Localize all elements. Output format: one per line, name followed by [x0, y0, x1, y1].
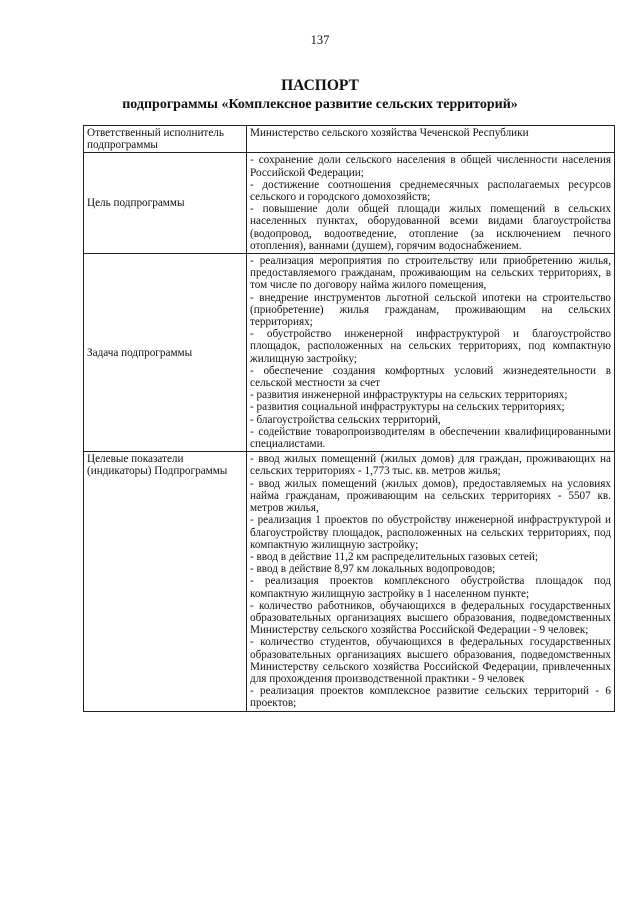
- list-item: - ввод в действие 11,2 км распределительных газовых сетей;: [250, 550, 538, 563]
- row-label-indicators: Целевые показатели (индикаторы) Подпрограммы: [84, 452, 247, 711]
- list-item: - ввод жилых помещений (жилых домов) для граждан, проживающих на сельских территориях - 1,773 тыс. кв. метров жилья;: [250, 453, 611, 478]
- list-item: - внедрение инструментов льготной сельской ипотеки на строительство (приобретение) жилья гражданам, проживающим на сельских территориях;: [250, 291, 611, 329]
- list-item: - благоустройства сельских территорий,: [250, 413, 441, 426]
- page-subtitle: подпрограммы «Комплексное развитие сельских территорий»: [122, 97, 518, 112]
- list-item: - реализация мероприятия по строительству или приобретению жилья, предоставляемого гражданам, проживающим на сельских территориях, в том числе по договору найма жилого помещения,: [250, 255, 611, 292]
- row-label-responsible: Ответственный исполнитель подпрограммы: [84, 126, 247, 153]
- passport-table: [83, 125, 615, 712]
- list-item: - достижение соотношения среднемесячных располагаемых ресурсов сельского и городского домохозяйств;: [250, 178, 611, 204]
- row-value-responsible: [247, 126, 615, 153]
- list-item: - сохранение доли сельского населения в общей численности населения Российской Федерации;: [250, 154, 611, 179]
- list-item: - ввод жилых помещений (жилых домов), предоставляемых на условиях найма гражданам, проживающим на сельских территориях - 5507 кв. метров жилья,: [250, 477, 611, 515]
- list-item: - обустройство инженерной инфраструктурой и благоустройство площадок, расположенных на сельских территориях, под компактную жилищную застройку;: [250, 328, 611, 365]
- list-item: - реализация 1 проектов по обустройству инженерной инфраструктурой и благоустройству площадок, расположенных на сельских территориях, под компактную жилищную застройку;: [250, 514, 611, 551]
- row-label-tasks: Задача подпрограммы: [84, 254, 247, 452]
- list-item: - количество студентов, обучающихся в федеральных государственных образовательных организациях высшего образования, подведомственных Министерству сельского хозяйства Российской Федерации, привлеченных для прохождения производственной практики - 9 человек: [250, 636, 611, 685]
- list-item: - реализация проектов комплексное развитие сельских территорий - 6 проектов;: [250, 685, 611, 710]
- list-item: - реализация проектов комплексного обустройства площадок под компактную жилищную застройку в 1 населенном пункте;: [250, 575, 611, 600]
- list-item: - количество работников, обучающихся в федеральных государственных образовательных организациях высшего образования, подведомственных Министерству сельского хозяйства Российской Федерации - 9 человек;: [250, 599, 611, 637]
- page-number: 137: [310, 33, 330, 47]
- table-row-responsible: [84, 126, 615, 153]
- list-item: - развития социальной инфраструктуры на сельских территориях;: [250, 401, 565, 414]
- table-row-indicators: [84, 452, 615, 711]
- list-item: - ввод в действие 8,97 км локальных водопроводов;: [250, 563, 496, 576]
- list-item: Министерство сельского хозяйства Чеченской Республики: [250, 127, 529, 139]
- list-item: - повышение доли общей площади жилых помещений в сельских населенных пунктах, оборудованной всеми видами благоустройства (водопровод, водоотведение, отопление (за исключением печного отопления), ваннами (душем), горячим водоснабжением.: [250, 203, 611, 252]
- table-row-goal: [84, 153, 615, 254]
- list-item: - содействие товаропроизводителям в обеспечении квалифицированными специалистами.: [250, 425, 611, 451]
- row-value-tasks: [247, 254, 615, 452]
- table-row-tasks: [84, 254, 615, 452]
- row-value-indicators: [247, 452, 615, 711]
- page-title: ПАСПОРТ: [281, 77, 359, 94]
- row-value-goal: [247, 153, 615, 254]
- list-item: - обеспечение создания комфортных условий жизнедеятельности в сельской местности за счет: [250, 364, 611, 390]
- list-item: - развития инженерной инфраструктуры на сельских территориях;: [250, 389, 568, 402]
- row-label-goal: Цель подпрограммы: [84, 153, 247, 254]
